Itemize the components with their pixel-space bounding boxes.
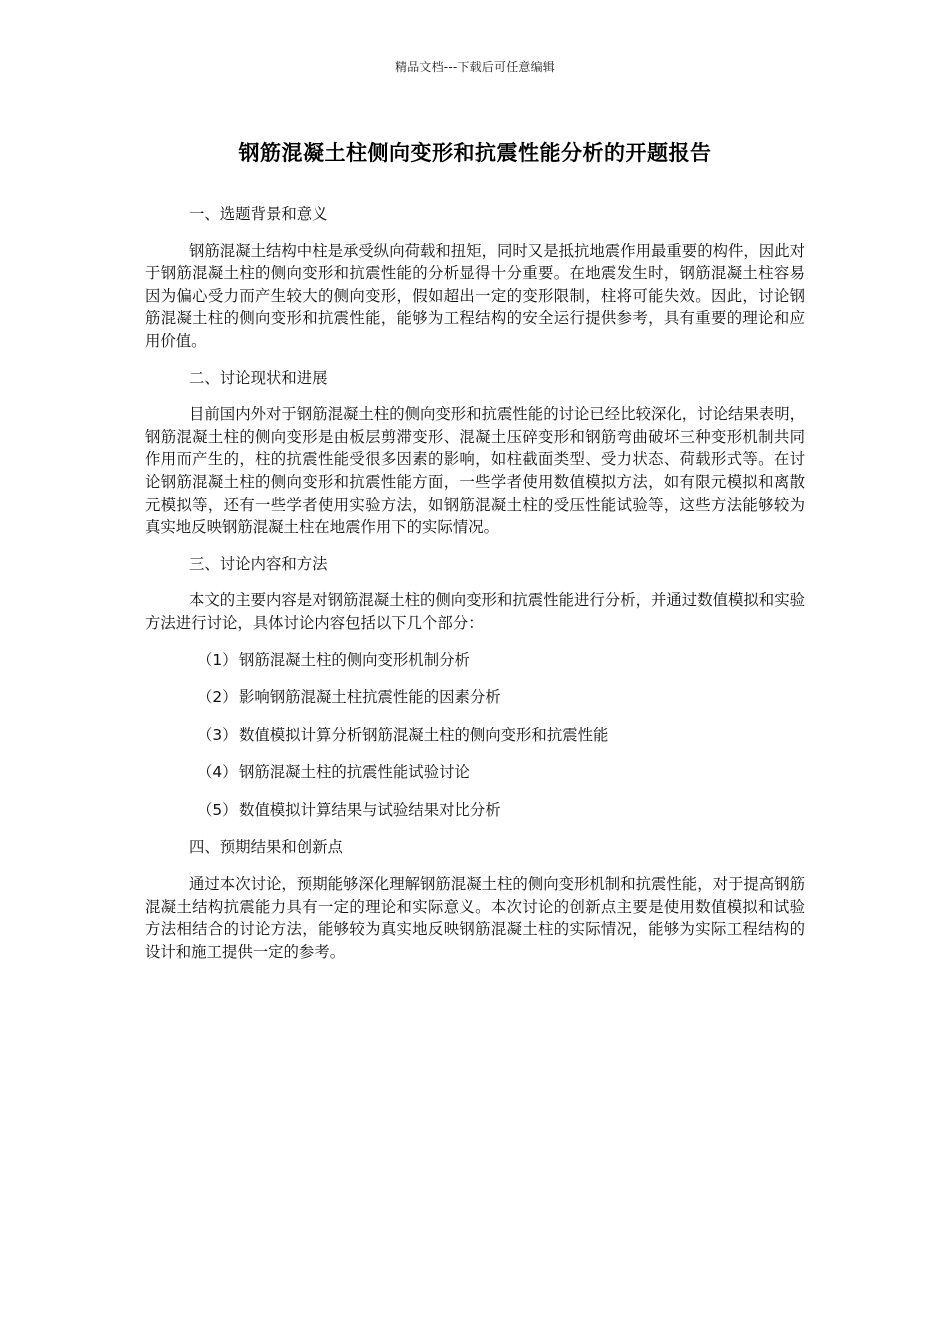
list-item-text: 钢筋混凝土柱的侧向变形机制分析 — [239, 650, 470, 669]
section-research-status — [145, 367, 805, 539]
list-item-number: （4） — [197, 763, 238, 782]
section-heading: 四、预期结果和创新点 — [189, 838, 343, 857]
document-body — [145, 203, 805, 977]
section-background — [145, 203, 805, 353]
section-heading: 三、讨论内容和方法 — [189, 554, 328, 573]
section-content-methods — [145, 553, 805, 822]
list-item — [145, 686, 805, 709]
list-item — [145, 761, 805, 784]
section-expected-results — [145, 836, 805, 963]
list-item-text: 钢筋混凝土柱的抗震性能试验讨论 — [239, 763, 470, 782]
paragraph: 钢筋混凝土结构中柱是承受纵向荷载和扭矩，同时又是抵抗地震作用最重要的构件，因此对于钢筋混凝土柱的侧向变形和抗震性能的分析显得十分重要。在地震发生时，钢筋混凝土柱容易因为偏心受力而产生较大的侧向变形，假如超出一定的变形限制，柱将可能失效。因此，讨论钢筋混凝土柱的侧向变形和抗震性能，能够为工程结构的安全运行提供参考，具有重要的理论和应用价值。 — [145, 241, 805, 350]
list-item-number: （5） — [197, 800, 238, 819]
header-note: 精品文档---下载后可任意编辑 — [395, 60, 555, 74]
list-item-number: （2） — [197, 688, 238, 707]
list-item — [145, 649, 805, 672]
content-list — [145, 649, 805, 822]
list-item-number: （3） — [197, 725, 238, 744]
section-heading: 二、讨论现状和进展 — [189, 368, 328, 387]
list-item-text: 数值模拟计算分析钢筋混凝土柱的侧向变形和抗震性能 — [239, 725, 609, 744]
section-heading: 一、选题背景和意义 — [189, 205, 328, 223]
list-item-text: 影响钢筋混凝土柱抗震性能的因素分析 — [239, 688, 501, 707]
list-item — [145, 799, 805, 822]
paragraph: 通过本次讨论，预期能够深化理解钢筋混凝土柱的侧向变形机制和抗震性能，对于提高钢筋混凝土结构抗震能力具有一定的理论和实际意义。本次讨论的创新点主要是使用数值模拟和试验方法相结合的讨论方法，能够较为真实地反映钢筋混凝土柱的实际情况，能够为实际工程结构的设计和施工提供一定的参考。 — [145, 875, 805, 961]
list-item-number: （1） — [197, 650, 238, 669]
paragraph: 目前国内外对于钢筋混凝土柱的侧向变形和抗震性能的讨论已经比较深化，讨论结果表明，钢筋混凝土柱的侧向变形是由板层剪滞变形、混凝土压碎变形和钢筋弯曲破坏三种变形机制共同作用而产生的，柱的抗震性能受很多因素的影响，如柱截面类型、受力状态、荷载形式等。在讨论钢筋混凝土柱的侧向变形和抗震性能方面，一些学者使用数值模拟方法，如有限元模拟和离散元模拟等，还有一些学者使用实验方法，如钢筋混凝土柱的受压性能试验等，这些方法能够较为真实地反映钢筋混凝土柱在地震作用下的实际情况。 — [145, 405, 805, 537]
document-title: 钢筋混凝土柱侧向变形和抗震性能分析的开题报告 — [238, 141, 712, 165]
list-item — [145, 724, 805, 747]
list-item-text: 数值模拟计算结果与试验结果对比分析 — [239, 800, 501, 819]
paragraph: 本文的主要内容是对钢筋混凝土柱的侧向变形和抗震性能进行分析，并通过数值模拟和实验方法进行讨论，具体讨论内容包括以下几个部分： — [145, 591, 805, 632]
